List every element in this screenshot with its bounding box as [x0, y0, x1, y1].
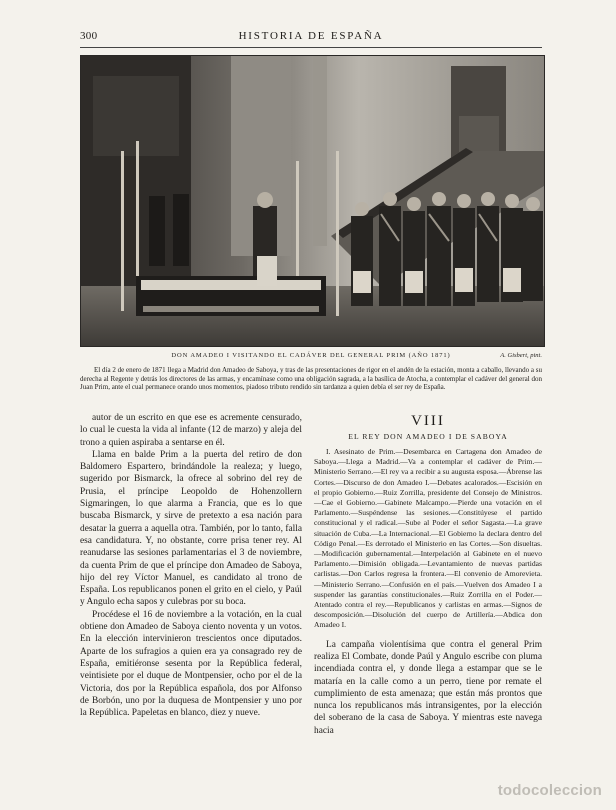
section-summary: I. Asesinato de Prim.—Desembarca en Cartagena don Amadeo de Saboya.—Llega a Madrid.—Va a contemplar el cadáver de Prim.—Ministerio Serrano.—El rey va a recibir a su augusta esposa.—Ábrense las Cortes.—Discurso de don Amadeo I.—Debates acalorados.—Escisión en el propio Gobierno.—Ruiz Zorrilla, presidente del Consejo de Ministros.—Cae el Gobierno.—Gabinete Malcampo.—Pierde una votación en el Parlamento.—Suspéndense las sesiones.—Constitúyese el partido constitucional y el radical.—Sube al Poder el señor Sagasta.—La grave situación de Cuba.—La Internacional.—El Gobierno la declara dentro del Código Penal.—Es derrotado el Ministerio en las Cortes.—Son disueltas.—Modificación gubernamental.—Interpelación al Gabinete en el nuevo Parlamento.—Dimisión obligada.—Levantamiento de nuevas partidas carlistas.—Don Carlos regresa la frontera.—El convenio de Amorevieta.—Ministerio Serrano.—Confusión en el país.—Vuelven dos Amadeo I a suspender las garantías constitucionales.—Ruiz Zorrilla en el Poder.—Atentado contra el rey.—Republicanos y carlistas en armas.—Signos de descomposición.—Disolución del cuerpo de Artillería.—Abdica don Amadeo I.: [314, 447, 542, 630]
painter-credit: A. Gisbert, pint.: [500, 352, 542, 359]
section-title: EL REY DON AMADEO I DE SABOYA: [348, 432, 508, 441]
plate-legend: El día 2 de enero de 1871 llega a Madrid don Amadeo de Saboya, y tras de las presentaciones de rigor en el andén de la estación, monta a caballo, llevando a su derecha al Regente y detrás los directores de las armas, y encamínase como una obligación sagrada, a la basílica de Atocha, a contemplar el cadáver del general don Juan Prim, ante el cual permanece orando unos momentos, piadoso tributo rendido sin tardanza a quien debía el ser rey de España.: [80, 366, 542, 392]
paragraph: Llama en balde Prim a la puerta del retiro de don Baldomero Espartero, brindándole la realeza; y luego, sugerido por Bismarck, la ofrece al sobrino del rey de Prusia, el príncipe Leopoldo de Hohenzollern Sigmaringen, lo que alarma a Francia, que es lo que buscaba Bismarck, y sirve de pretexto a esa nación para desatar la guerra a aquella otra. También, por lo tanto, falla esa candidatura. Y, no obstante, corre prisa tener rey. Al reanudarse las sesiones parlamentarias el 3 de noviembre, da cuenta Prim de que el príncipe don Amadeo de Saboya, hijo del rey Víctor Manuel, es candidato al trono de España. Los republicanos ponen el grito en el cielo, y Paúl y Angulo echa sapos y culebras por su boca.: [80, 449, 302, 608]
right-column: [314, 412, 542, 737]
painting-plate: [80, 55, 545, 347]
section-number: VIII: [411, 413, 445, 429]
paragraph: Procédese el 16 de noviembre a la votación, en la cual obtiene don Amadeo de Saboya ciento noventa y un votos. En la elección intervinieron trescientos once diputados. Aparte de los sufragios a quien era ya consagrado rey de España, emitiéronse sesenta por la República federal, veintisiete por el duque de Montpensier, ocho por el de la Victoria, dos por la República española, dos por Alfonso de Borbón, uno por la duquesa de Montpensier y uno por la República. Papeletas en blanco, diez y nueve.: [80, 609, 302, 719]
left-column: [80, 412, 302, 719]
watermark-logo: todocoleccion: [497, 782, 602, 799]
plate-caption: [80, 352, 542, 361]
section-body: La campaña violentísima que contra el general Prim realiza El Combate, donde Paúl y Angulo escribe con pluma incendiada contra el, y donde llega a estampar que se le mataría en la calle como a un perro, tiene por remate el cumplimiento de esta amenaza; que están más prontos que nunca los republicanos más intransigentes, por la elección del soberano de la casa de Saboya. Y mientras este navega hacia: [314, 639, 542, 736]
page-number: 300: [80, 30, 98, 42]
page-header: [80, 30, 542, 44]
paragraph: autor de un escrito en que ese es acremente censurado, lo cual le cuesta la vida al infante (12 de marzo) y aleja del trono a quien aspiraba a sentarse en él.: [80, 413, 302, 448]
header-rule: [80, 47, 542, 48]
caption-title: DON AMADEO I VISITANDO EL CADÁVER DEL GENERAL PRIM (AÑO 1871): [171, 352, 451, 359]
painting-illustration: [81, 56, 544, 346]
running-title: HISTORIA DE ESPAÑA: [238, 30, 384, 42]
